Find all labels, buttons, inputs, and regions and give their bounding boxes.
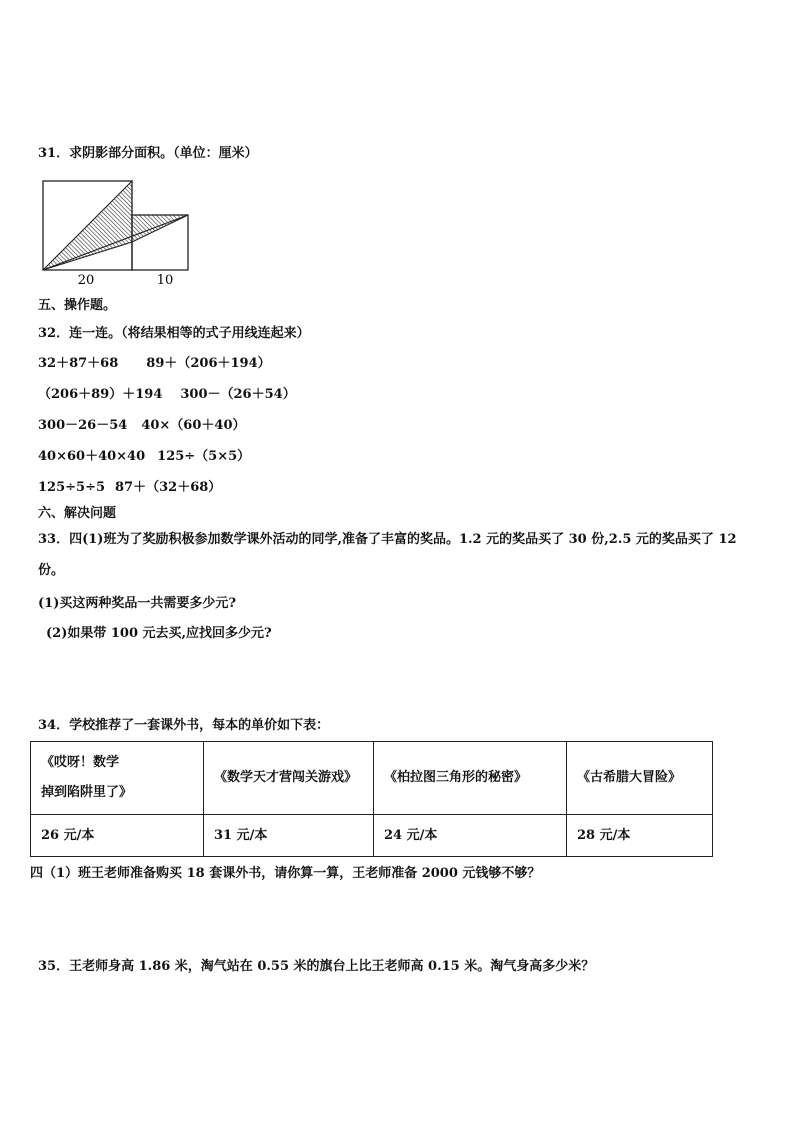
- q32-left-expr: 300－26－54: [38, 418, 128, 433]
- section5-title: 五、操作题。: [38, 298, 117, 313]
- q32-row: [38, 449, 250, 465]
- q34-text: 34．学校推荐了一套课外书，每本的单价如下表：: [38, 718, 330, 733]
- q32-text: 32．连一连。（将结果相等的式子用线连起来）: [38, 326, 310, 341]
- q32-left-expr: 40×60＋40×40: [38, 449, 146, 464]
- section6-title: 六、解决问题: [38, 506, 117, 521]
- q35-text: 35．王老师身高 1.86 米，淘气站在 0.55 米的旗台上比王老师高 0.15 米。淘气身高多少米？: [38, 959, 595, 974]
- book-title: 《柏拉图三角形的秘密》: [384, 770, 528, 785]
- q32-right-expr: 89＋（206＋194）: [146, 356, 271, 371]
- table-header-cell: [374, 742, 567, 815]
- book-title: 《数学天才营闯关游戏》: [214, 770, 358, 785]
- q34-question: 四（1）班王老师准备购买 18 套课外书，请你算一算，王老师准备 2000 元钱够不够？: [30, 866, 541, 881]
- book-title-line1: 《哎呀！数学: [41, 755, 120, 770]
- table-header-cell: [31, 742, 204, 815]
- q32-left-expr: 125÷5÷5: [38, 480, 106, 495]
- q32-right-expr: 125÷（5×5）: [157, 449, 251, 464]
- q31-text: 31．求阴影部分面积。（单位：厘米）: [38, 146, 258, 161]
- table-header-cell: [567, 742, 713, 815]
- q32-right-expr: 40×（60＋40）: [141, 418, 246, 433]
- shaded-region: [43, 181, 188, 270]
- price-cell: 28 元/本: [567, 815, 713, 857]
- q33-line1: 33．四(1)班为了奖励积极参加数学课外活动的同学,准备了丰富的奖品。1.2 元的奖品买了 30 份,2.5 元的奖品买了 12: [38, 532, 737, 547]
- book-price-table: [30, 741, 713, 857]
- q32-right-expr: 87＋（32＋68）: [115, 480, 222, 495]
- q32-left-expr: （206＋89）＋194: [38, 387, 163, 402]
- price-cell: 24 元/本: [374, 815, 567, 857]
- label-20: 20: [77, 273, 95, 288]
- shaded-area-figure: [36, 176, 196, 288]
- q32-row: [38, 418, 246, 434]
- q32-row: [38, 480, 221, 496]
- q32-right-expr: 300－（26＋54）: [180, 387, 296, 402]
- q33-sub1: (1)买这两种奖品一共需要多少元?: [38, 596, 236, 611]
- q32-left-expr: 32＋87＋68: [38, 356, 119, 371]
- table-header-cell: [204, 742, 374, 815]
- price-cell: 26 元/本: [31, 815, 204, 857]
- price-cell: 31 元/本: [204, 815, 374, 857]
- q33-sub2: (2)如果带 100 元去买,应找回多少元?: [46, 626, 272, 641]
- book-title: 《古希腊大冒险》: [577, 770, 682, 785]
- table-row: [31, 815, 713, 857]
- q32-row: [38, 387, 296, 403]
- q33-line2: 份。: [38, 563, 65, 578]
- label-10: 10: [156, 273, 174, 288]
- table-header-row: [31, 742, 713, 815]
- q32-row: [38, 356, 271, 372]
- book-title-line2: 掉到陷阱里了》: [41, 785, 133, 800]
